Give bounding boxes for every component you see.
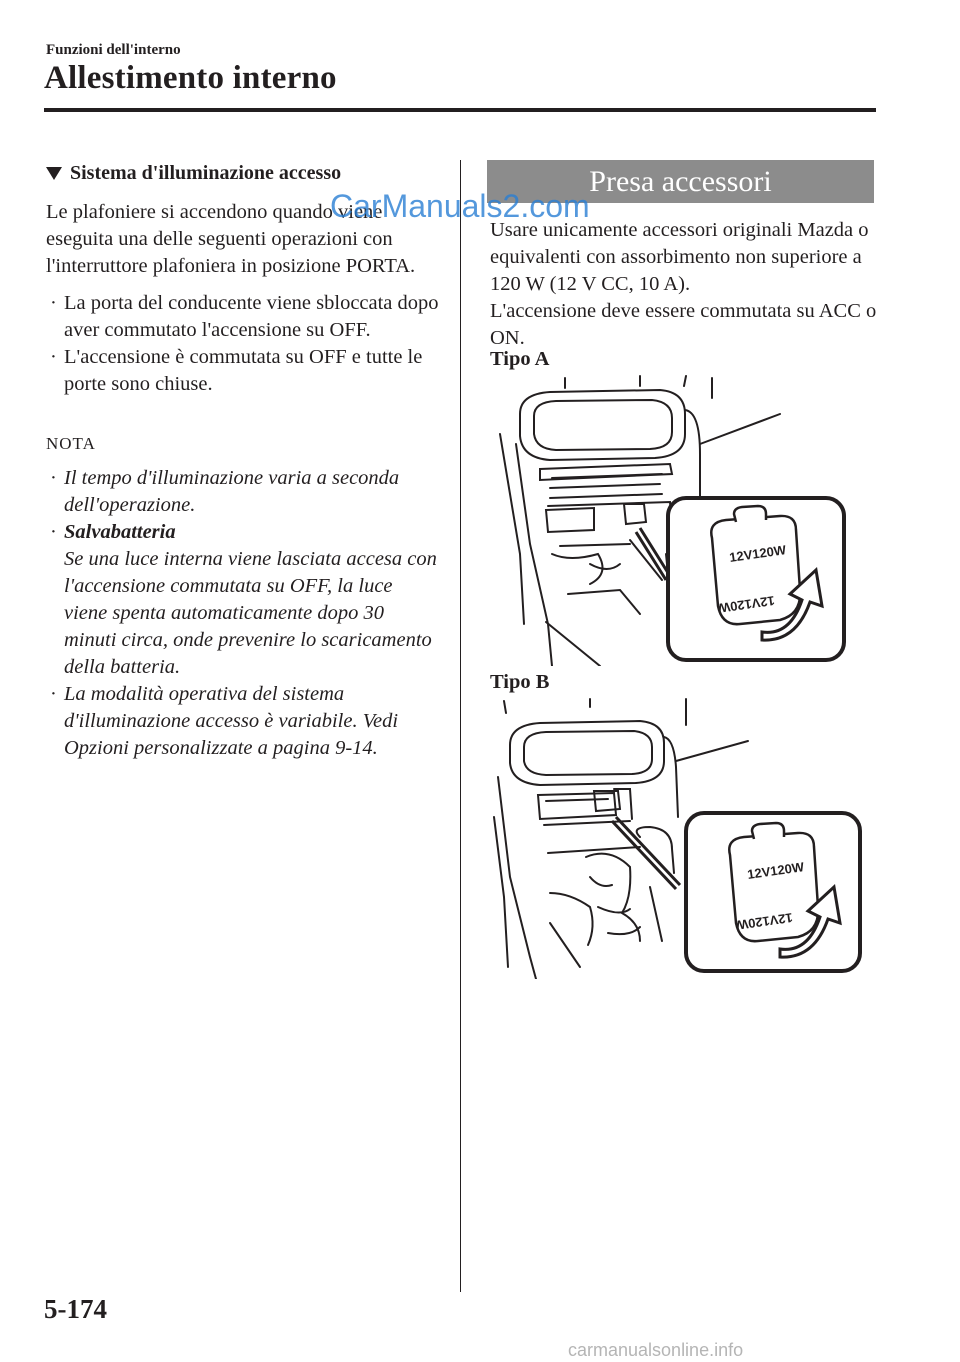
condition-list — [46, 290, 440, 398]
bullet-dot-icon: · — [50, 346, 57, 368]
list-item-text: La porta del conducente viene sbloccata dopo aver commutato l'accensione su OFF. — [64, 292, 439, 341]
chapter-title: Allestimento interno — [44, 60, 337, 96]
list-item-text: L'accensione è commutata su OFF e tutte le porte sono chiuse. — [64, 346, 423, 395]
cap-label-text: 12V120W — [728, 542, 787, 565]
left-column — [46, 160, 440, 762]
triangle-bullet-icon — [46, 167, 62, 180]
intro-paragraph: Le plafoniere si accendono quando viene eseguita una delle seguenti operazioni con l'interruttore plafoniera in posizione PORTA. — [46, 201, 416, 277]
section-banner: Presa accessori — [487, 160, 874, 203]
list-item — [46, 344, 440, 398]
usage-paragraph: Usare unicamente accessori originali Mazda o equivalenti con assorbimento non superiore a 120 W (12 V CC, 10 A). — [490, 219, 869, 295]
bullet-dot-icon: · — [50, 683, 57, 705]
nota-item — [46, 519, 440, 681]
tipo-a-label: Tipo A — [490, 348, 550, 370]
nota-item — [46, 465, 440, 519]
cap-label-flipped-text: 12V120W — [717, 593, 776, 616]
bullet-dot-icon: · — [50, 292, 57, 314]
nota-item — [46, 681, 440, 762]
nota-item-title: Salvabatteria — [64, 521, 176, 543]
watermark: CarManuals2.com — [330, 188, 590, 224]
nota-item-text: La modalità operativa del sistema d'illuminazione accesso è variabile. Vedi Opzioni personalizzate a pagina 9-14. — [64, 683, 399, 759]
cap-label-flipped-text: 12V120W — [735, 910, 794, 933]
accessory-socket-figure-b — [490, 697, 865, 979]
header-rule — [44, 108, 876, 112]
subsection-heading-text: Sistema d'illuminazione accesso — [70, 162, 342, 184]
nota-item-text: Se una luce interna viene lasciata accesa con l'accensione commutata su OFF, la luce viene spenta automaticamente dopo 30 minuti circa, onde prevenire lo scaricamento della batteria. — [64, 548, 437, 678]
nota-item-text: Il tempo d'illuminazione varia a seconda dell'operazione. — [64, 467, 400, 516]
page-number: 5-174 — [44, 1294, 107, 1324]
bullet-dot-icon: · — [50, 521, 57, 543]
nota-list — [46, 465, 440, 762]
list-item — [46, 290, 440, 344]
column-divider — [460, 160, 461, 1292]
nota-label: NOTA — [46, 434, 96, 453]
footer-watermark: carmanualsonline.info — [568, 1340, 744, 1360]
ignition-paragraph: L'accensione deve essere commutata su ACC o ON. — [490, 300, 877, 349]
tipo-b-label: Tipo B — [490, 671, 550, 693]
bullet-dot-icon: · — [50, 467, 57, 489]
cap-label-text: 12V120W — [746, 859, 805, 882]
subsection-heading — [46, 160, 440, 187]
section-label: Funzioni dell'interno — [46, 42, 181, 58]
accessory-socket-figure-a — [490, 374, 860, 666]
